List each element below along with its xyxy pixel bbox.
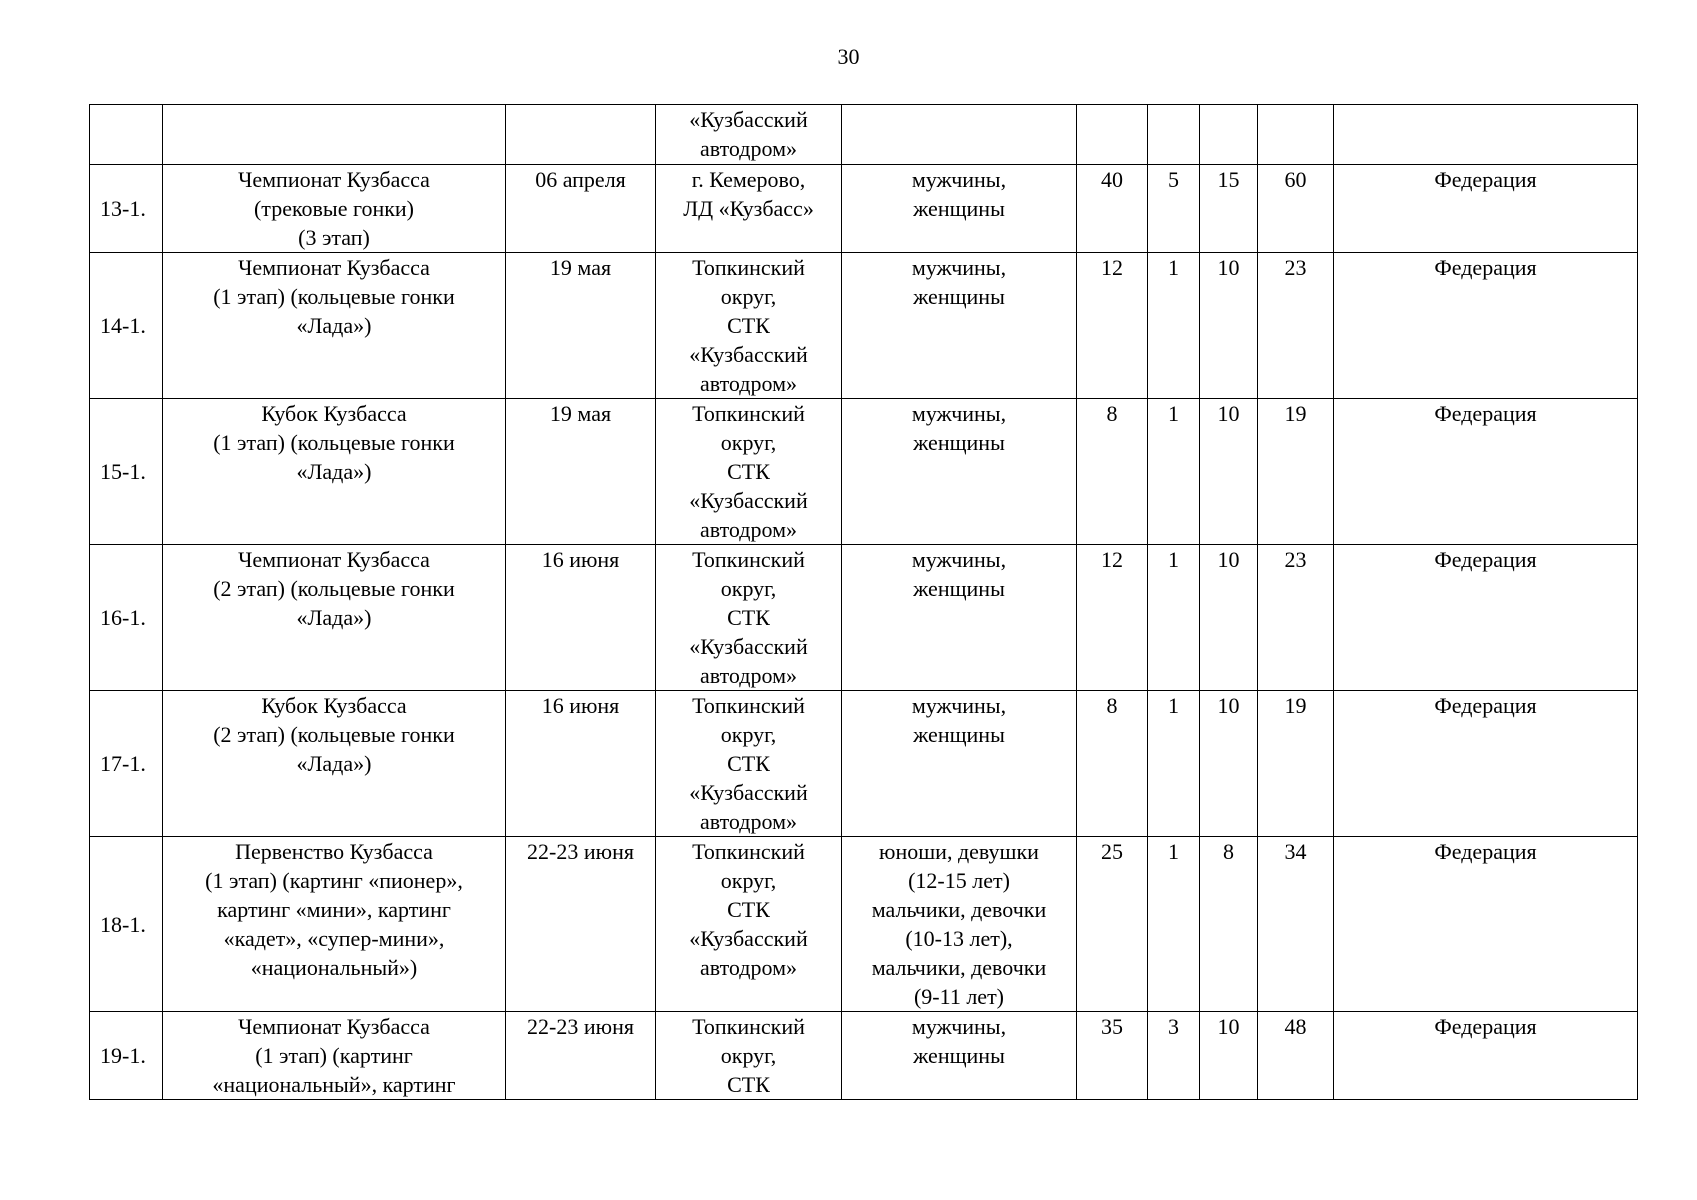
event-date-cell: 16 июня: [506, 691, 656, 837]
event-place-cell: [656, 165, 842, 253]
table-row: [90, 253, 1638, 399]
event-place-cell: [656, 105, 842, 165]
event-place-line: «Кузбасский: [689, 342, 808, 367]
event-place-line: «Кузбасский: [689, 780, 808, 805]
event-date-cell: [506, 105, 656, 165]
event-name-line: Чемпионат Кузбасса: [238, 547, 430, 572]
count-1-cell: 35: [1077, 1012, 1148, 1100]
row-number-cell: 13-1.: [90, 165, 163, 253]
count-1-cell: 12: [1077, 253, 1148, 399]
event-name-line: (1 этап) (картинг «пионер»,: [205, 868, 463, 893]
event-place-line: Топкинский: [692, 693, 805, 718]
participants-line: мужчины,: [911, 255, 1007, 280]
event-place-line: автодром»: [700, 809, 797, 834]
participants-line: (12-15 лет): [908, 868, 1010, 893]
participants-cell: [842, 1012, 1077, 1100]
table-row: [90, 691, 1638, 837]
event-name-line: Чемпионат Кузбасса: [238, 1014, 430, 1039]
event-name-line: Кубок Кузбасса: [261, 401, 407, 426]
event-place-line: Топкинский: [692, 401, 805, 426]
event-place-line: СТК: [727, 605, 770, 630]
event-name-line: (3 этап): [298, 225, 370, 250]
event-place-line: округ,: [720, 576, 777, 601]
count-3-cell: 15: [1200, 165, 1258, 253]
event-name-line: (1 этап) (кольцевые гонки: [213, 284, 455, 309]
event-place-line: округ,: [720, 1043, 777, 1068]
event-place-line: округ,: [720, 868, 777, 893]
event-name-cell: [163, 399, 506, 545]
count-2-cell: [1148, 105, 1200, 165]
participants-cell: [842, 165, 1077, 253]
event-name-line: «Лада»): [296, 751, 372, 776]
event-place-line: «Кузбасский: [689, 634, 808, 659]
event-date-cell: 19 мая: [506, 253, 656, 399]
event-name-line: «Лада»): [296, 459, 372, 484]
event-place-line: СТК: [727, 313, 770, 338]
count-1-cell: 12: [1077, 545, 1148, 691]
event-name-line: «Лада»): [296, 605, 372, 630]
event-name-line: «национальный»): [250, 955, 418, 980]
event-place-line: автодром»: [700, 517, 797, 542]
row-number-cell: 17-1.: [90, 691, 163, 837]
event-name-cell: [163, 691, 506, 837]
event-place-line: округ,: [720, 284, 777, 309]
event-place-cell: [656, 399, 842, 545]
event-date-cell: 06 апреля: [506, 165, 656, 253]
count-2-cell: 1: [1148, 253, 1200, 399]
event-name-cell: [163, 165, 506, 253]
row-number-cell: 16-1.: [90, 545, 163, 691]
event-place-line: автодром»: [700, 663, 797, 688]
participants-line: женщины: [913, 196, 1005, 221]
row-number-cell: 19-1.: [90, 1012, 163, 1100]
participants-line: юноши, девушки: [879, 839, 1039, 864]
organizer-cell: Федерация: [1334, 691, 1638, 837]
total-count-cell: 60: [1258, 165, 1334, 253]
event-place-line: СТК: [727, 751, 770, 776]
participants-line: мужчины,: [911, 401, 1007, 426]
event-place-line: округ,: [720, 430, 777, 455]
event-name-cell: [163, 105, 506, 165]
event-place-line: автодром»: [700, 136, 797, 161]
event-name-line: (1 этап) (кольцевые гонки: [213, 430, 455, 455]
event-name-cell: [163, 837, 506, 1012]
participants-cell: [842, 837, 1077, 1012]
participants-cell: [842, 691, 1077, 837]
event-date-cell: 19 мая: [506, 399, 656, 545]
organizer-cell: [1334, 105, 1638, 165]
count-3-cell: 10: [1200, 691, 1258, 837]
total-count-cell: 48: [1258, 1012, 1334, 1100]
event-name-line: Первенство Кузбасса: [235, 839, 433, 864]
event-place-cell: [656, 253, 842, 399]
count-3-cell: 8: [1200, 837, 1258, 1012]
participants-cell: [842, 253, 1077, 399]
event-place-line: СТК: [727, 897, 770, 922]
event-name-cell: [163, 545, 506, 691]
participants-line: мужчины,: [911, 1014, 1007, 1039]
organizer-cell: Федерация: [1334, 545, 1638, 691]
event-place-line: Топкинский: [692, 255, 805, 280]
event-place-line: ЛД «Кузбасс»: [683, 196, 814, 221]
total-count-cell: 19: [1258, 399, 1334, 545]
table-row: [90, 1012, 1638, 1100]
participants-line: мужчины,: [911, 693, 1007, 718]
participants-cell: [842, 399, 1077, 545]
event-place-line: автодром»: [700, 371, 797, 396]
total-count-cell: 19: [1258, 691, 1334, 837]
participants-line: женщины: [913, 576, 1005, 601]
event-place-cell: [656, 837, 842, 1012]
event-place-line: автодром»: [700, 955, 797, 980]
events-table: [89, 104, 1638, 1100]
table-body: [90, 105, 1638, 1100]
event-place-cell: [656, 545, 842, 691]
participants-line: женщины: [913, 1043, 1005, 1068]
event-place-line: Топкинский: [692, 839, 805, 864]
event-date-cell: 16 июня: [506, 545, 656, 691]
total-count-cell: 23: [1258, 545, 1334, 691]
count-2-cell: 5: [1148, 165, 1200, 253]
event-place-line: г. Кемерово,: [691, 167, 806, 192]
event-name-cell: [163, 1012, 506, 1100]
table-row: [90, 165, 1638, 253]
row-number-cell: [90, 105, 163, 165]
event-place-line: Топкинский: [692, 1014, 805, 1039]
count-2-cell: 3: [1148, 1012, 1200, 1100]
count-2-cell: 1: [1148, 691, 1200, 837]
row-number-cell: 14-1.: [90, 253, 163, 399]
event-place-cell: [656, 1012, 842, 1100]
count-1-cell: 8: [1077, 399, 1148, 545]
event-name-line: «Лада»): [296, 313, 372, 338]
count-1-cell: 40: [1077, 165, 1148, 253]
event-name-line: (трековые гонки): [253, 196, 414, 221]
event-name-line: (1 этап) (картинг: [255, 1043, 413, 1068]
total-count-cell: 23: [1258, 253, 1334, 399]
event-date-cell: 22-23 июня: [506, 837, 656, 1012]
count-3-cell: [1200, 105, 1258, 165]
participants-cell: [842, 545, 1077, 691]
event-place-line: СТК: [727, 1072, 770, 1097]
participants-line: (9-11 лет): [913, 984, 1005, 1009]
organizer-cell: Федерация: [1334, 253, 1638, 399]
participants-line: (10-13 лет),: [905, 926, 1013, 951]
event-name-cell: [163, 253, 506, 399]
count-1-cell: [1077, 105, 1148, 165]
participants-line: мальчики, девочки: [871, 897, 1047, 922]
participants-line: мужчины,: [911, 167, 1007, 192]
count-3-cell: 10: [1200, 399, 1258, 545]
table-row: [90, 837, 1638, 1012]
organizer-cell: Федерация: [1334, 399, 1638, 545]
count-2-cell: 1: [1148, 545, 1200, 691]
page-number: 30: [837, 44, 860, 69]
event-place-line: СТК: [727, 459, 770, 484]
participants-line: женщины: [913, 284, 1005, 309]
row-number-cell: 18-1.: [90, 837, 163, 1012]
count-1-cell: 25: [1077, 837, 1148, 1012]
table-row: [90, 105, 1638, 165]
organizer-cell: Федерация: [1334, 837, 1638, 1012]
event-name-line: (2 этап) (кольцевые гонки: [213, 722, 455, 747]
table-row: [90, 399, 1638, 545]
total-count-cell: 34: [1258, 837, 1334, 1012]
event-place-cell: [656, 691, 842, 837]
event-place-line: «Кузбасский: [689, 107, 808, 132]
count-2-cell: 1: [1148, 837, 1200, 1012]
event-place-line: «Кузбасский: [689, 488, 808, 513]
event-name-line: Чемпионат Кузбасса: [238, 255, 430, 280]
row-number-cell: 15-1.: [90, 399, 163, 545]
participants-line: женщины: [913, 722, 1005, 747]
count-3-cell: 10: [1200, 253, 1258, 399]
participants-cell: [842, 105, 1077, 165]
participants-line: мальчики, девочки: [871, 955, 1047, 980]
event-place-line: Топкинский: [692, 547, 805, 572]
table-row: [90, 545, 1638, 691]
event-date-cell: 22-23 июня: [506, 1012, 656, 1100]
organizer-cell: Федерация: [1334, 165, 1638, 253]
event-place-line: округ,: [720, 722, 777, 747]
count-3-cell: 10: [1200, 1012, 1258, 1100]
event-name-line: «национальный», картинг: [212, 1072, 456, 1097]
event-name-line: (2 этап) (кольцевые гонки: [213, 576, 455, 601]
participants-line: женщины: [913, 430, 1005, 455]
count-1-cell: 8: [1077, 691, 1148, 837]
event-name-line: картинг «мини», картинг: [217, 897, 451, 922]
event-name-line: «кадет», «супер-мини»,: [223, 926, 445, 951]
event-place-line: «Кузбасский: [689, 926, 808, 951]
event-name-line: Чемпионат Кузбасса: [238, 167, 430, 192]
participants-line: мужчины,: [911, 547, 1007, 572]
count-3-cell: 10: [1200, 545, 1258, 691]
count-2-cell: 1: [1148, 399, 1200, 545]
organizer-cell: Федерация: [1334, 1012, 1638, 1100]
total-count-cell: [1258, 105, 1334, 165]
event-name-line: Кубок Кузбасса: [261, 693, 407, 718]
